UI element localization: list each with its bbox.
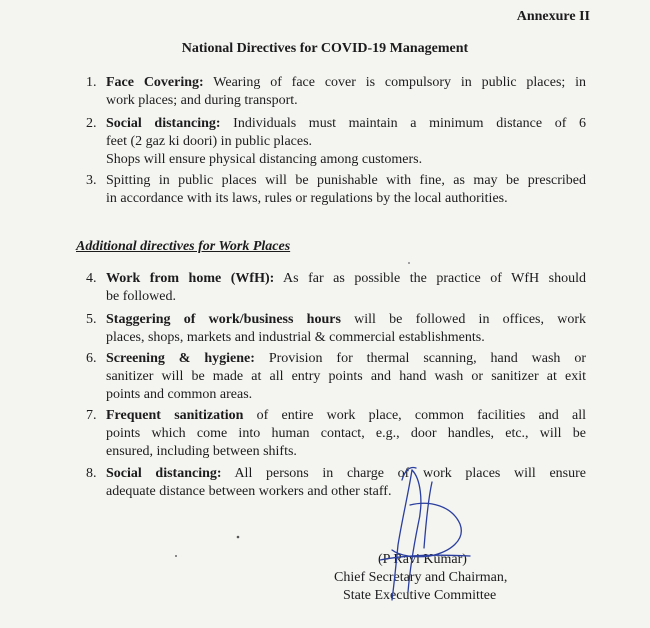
document-title: National Directives for COVID-19 Management: [181, 41, 469, 56]
directive-item-1: [86, 74, 586, 110]
item-line-3: points and common areas.: [106, 387, 253, 402]
signatory-committee: State Executive Committee: [343, 588, 497, 603]
item-lead: Staggering of work/business hours: [106, 312, 341, 327]
item-line-2: adequate distance between workers and other staff.: [106, 484, 392, 499]
item-lead: Frequent sanitization: [106, 408, 244, 423]
item-line-1: Spitting in public places will be punishable with fine, as may be prescribed: [106, 173, 586, 188]
signatory-name: (P Ravi Kumar): [378, 552, 467, 567]
item-line-1: Work from home (WfH): As far as possible the practice of WfH should: [106, 271, 586, 286]
item-number: 1.: [86, 75, 97, 90]
directive-item-3: [86, 172, 586, 208]
item-number: 7.: [86, 408, 97, 423]
directive-item-8: [86, 465, 586, 501]
item-line-2: work places; and during transport.: [106, 93, 298, 108]
item-number: 8.: [86, 466, 97, 481]
item-number: 3.: [86, 173, 97, 188]
item-lead: Social distancing:: [106, 466, 222, 481]
signatory-designation: Chief Secretary and Chairman,: [334, 570, 508, 585]
item-line-1: Face Covering: Wearing of face cover is compulsory in public places; in: [106, 75, 586, 90]
item-line-1: Screening & hygiene: Provision for thermal scanning, hand wash or: [106, 351, 586, 366]
item-line-2: feet (2 gaz ki doori) in public places.: [106, 134, 313, 149]
directive-item-2: [86, 115, 586, 169]
annexure-label: Annexure II: [516, 9, 590, 24]
item-line-2: sanitizer will be made at all entry points and hand wash or sanitizer at exit: [106, 369, 586, 384]
directive-item-6: [86, 350, 586, 404]
directive-item-4: [86, 270, 586, 306]
directive-item-5: [86, 311, 586, 347]
item-lead: Work from home (WfH):: [106, 271, 275, 286]
item-number: 4.: [86, 271, 97, 286]
item-line-2: in accordance with its laws, rules or regulations by the local authorities.: [106, 191, 508, 206]
item-number: 6.: [86, 351, 97, 366]
item-line-3: ensured, including between shifts.: [106, 444, 297, 459]
item-line-1: Social distancing: Individuals must maintain a minimum distance of 6: [106, 116, 587, 131]
item-line-2: be followed.: [106, 289, 176, 304]
item-lead: Face Covering:: [106, 75, 204, 90]
section-heading: Additional directives for Work Places: [76, 239, 291, 254]
item-line-2: points which come into human contact, e.g., door handles, etc., will be: [106, 426, 586, 441]
item-number: 2.: [86, 116, 97, 131]
directive-item-7: [86, 407, 586, 461]
item-number: 5.: [86, 312, 97, 327]
item-line-1: Social distancing: All persons in charge of work places will ensure: [106, 466, 587, 481]
item-lead: Screening & hygiene:: [106, 351, 255, 366]
item-line-1: Frequent sanitization of entire work place, common facilities and all: [106, 408, 586, 423]
item-lead: Social distancing:: [106, 116, 221, 131]
item-line-2: places, shops, markets and industrial & commercial establishments.: [106, 330, 485, 345]
item-line-1: Staggering of work/business hours will be followed in offices, work: [106, 312, 586, 327]
item-line-3: Shops will ensure physical distancing among customers.: [106, 152, 423, 167]
